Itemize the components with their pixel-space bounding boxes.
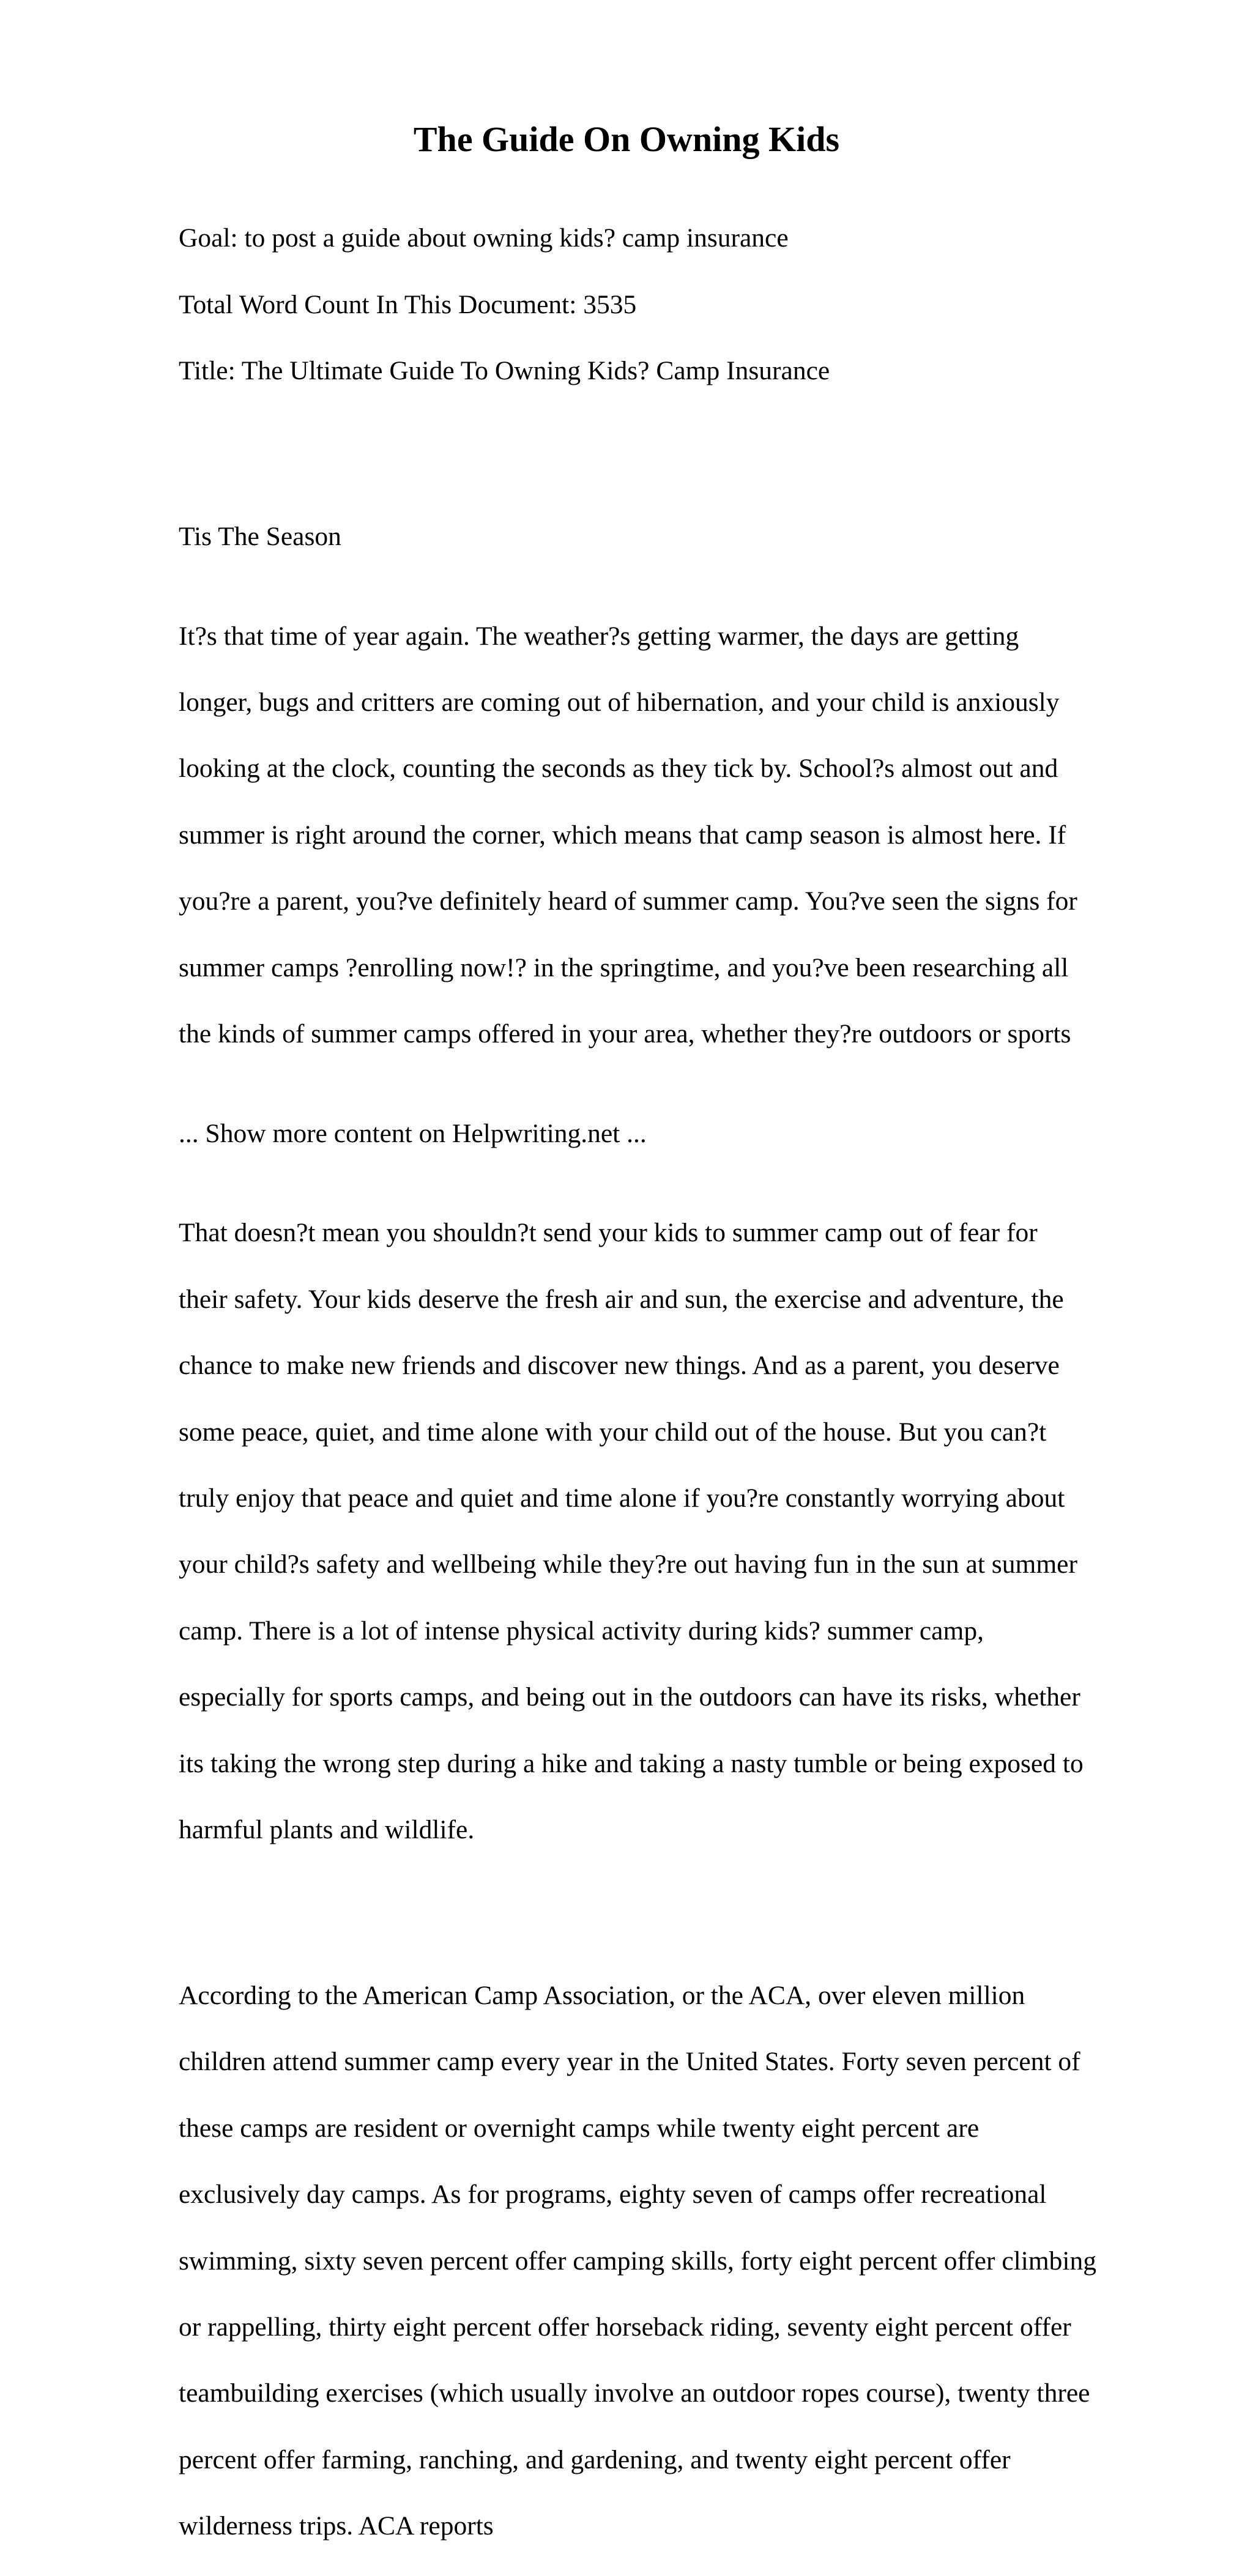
paragraph-2-line: its taking the wrong step during a hike and taking a nasty tumble or being exposed to <box>179 1748 1084 1778</box>
meta-goal: Goal: to post a guide about owning kids? camp insurance <box>179 223 789 253</box>
paragraph-3-line: percent offer farming, ranching, and gardening, and twenty eight percent offer <box>179 2444 1011 2474</box>
document-body <box>179 188 1182 2576</box>
paragraph-2-line: That doesn?t mean you shouldn?t send your kids to summer camp out of fear for <box>179 1218 1038 1248</box>
section-heading: Tis The Season <box>179 522 341 552</box>
paragraph-2-line: especially for sports camps, and being out in the outdoors can have its risks, whether <box>179 1682 1080 1712</box>
paragraph-3-line: these camps are resident or overnight camps while twenty eight percent are <box>179 2113 980 2143</box>
spacer <box>179 420 1182 453</box>
paragraph-3-line: wilderness trips. ACA reports <box>179 2511 494 2541</box>
paragraph-3-line: or rappelling, thirty eight percent offer horseback riding, seventy eight percent offer <box>179 2312 1071 2342</box>
paragraph-2-line: truly enjoy that peace and quiet and time alone if you?re constantly worrying about <box>179 1483 1065 1513</box>
paragraph-3-line: teambuilding exercises (which usually involve an outdoor ropes course), twenty three <box>179 2378 1090 2408</box>
paragraph-2-line: some peace, quiet, and time alone with your child out of the house. But you can?t <box>179 1417 1047 1447</box>
paragraph-3-line: exclusively day camps. As for programs, eighty seven of camps offer recreational <box>179 2180 1047 2210</box>
paragraph-3-line: According to the American Camp Association, or the ACA, over eleven million <box>179 1980 1025 2010</box>
paragraph-2-line: their safety. Your kids deserve the fresh air and sun, the exercise and adventure, the <box>179 1284 1064 1314</box>
show-more-notice: ... Show more content on Helpwriting.net ... <box>179 1118 647 1148</box>
paragraph-1-line: looking at the clock, counting the seconds as they tick by. School?s almost out and <box>179 754 1058 784</box>
paragraph-2-line: camp. There is a lot of intense physical activity during kids? summer camp, <box>179 1616 984 1646</box>
paragraph-3-line: swimming, sixty seven percent offer camping skills, forty eight percent offer climbing <box>179 2246 1096 2276</box>
paragraph-1-line: summer camps ?enrolling now!? in the springtime, and you?ve been researching all <box>179 952 1069 982</box>
spacer <box>179 1879 1182 1912</box>
paragraph-1-line: you?re a parent, you?ve definitely heard of summer camp. You?ve seen the signs for <box>179 886 1077 916</box>
paragraph-2-line: chance to make new friends and discover new things. And as a parent, you deserve <box>179 1351 1060 1381</box>
paragraph-3-line: children attend summer camp every year in the United States. Forty seven percent of <box>179 2047 1080 2077</box>
meta-title: Title: The Ultimate Guide To Owning Kids? Camp Insurance <box>179 356 830 386</box>
paragraph-1-line: summer is right around the corner, which means that camp season is almost here. If <box>179 820 1066 850</box>
paragraph-2-line: harmful plants and wildlife. <box>179 1814 475 1844</box>
paragraph-1-line: longer, bugs and critters are coming out of hibernation, and your child is anxiously <box>179 688 1060 718</box>
page-title: The Guide On Owning Kids <box>413 119 840 159</box>
paragraph-1-line: the kinds of summer camps offered in your area, whether they?re outdoors or sports <box>179 1019 1071 1049</box>
paragraph-2-line: your child?s safety and wellbeing while they?re out having fun in the sun at summer <box>179 1550 1077 1579</box>
paragraph-1-line: It?s that time of year again. The weather?s getting warmer, the days are getting <box>179 621 1019 651</box>
meta-word-count: Total Word Count In This Document: 3535 <box>179 289 637 319</box>
